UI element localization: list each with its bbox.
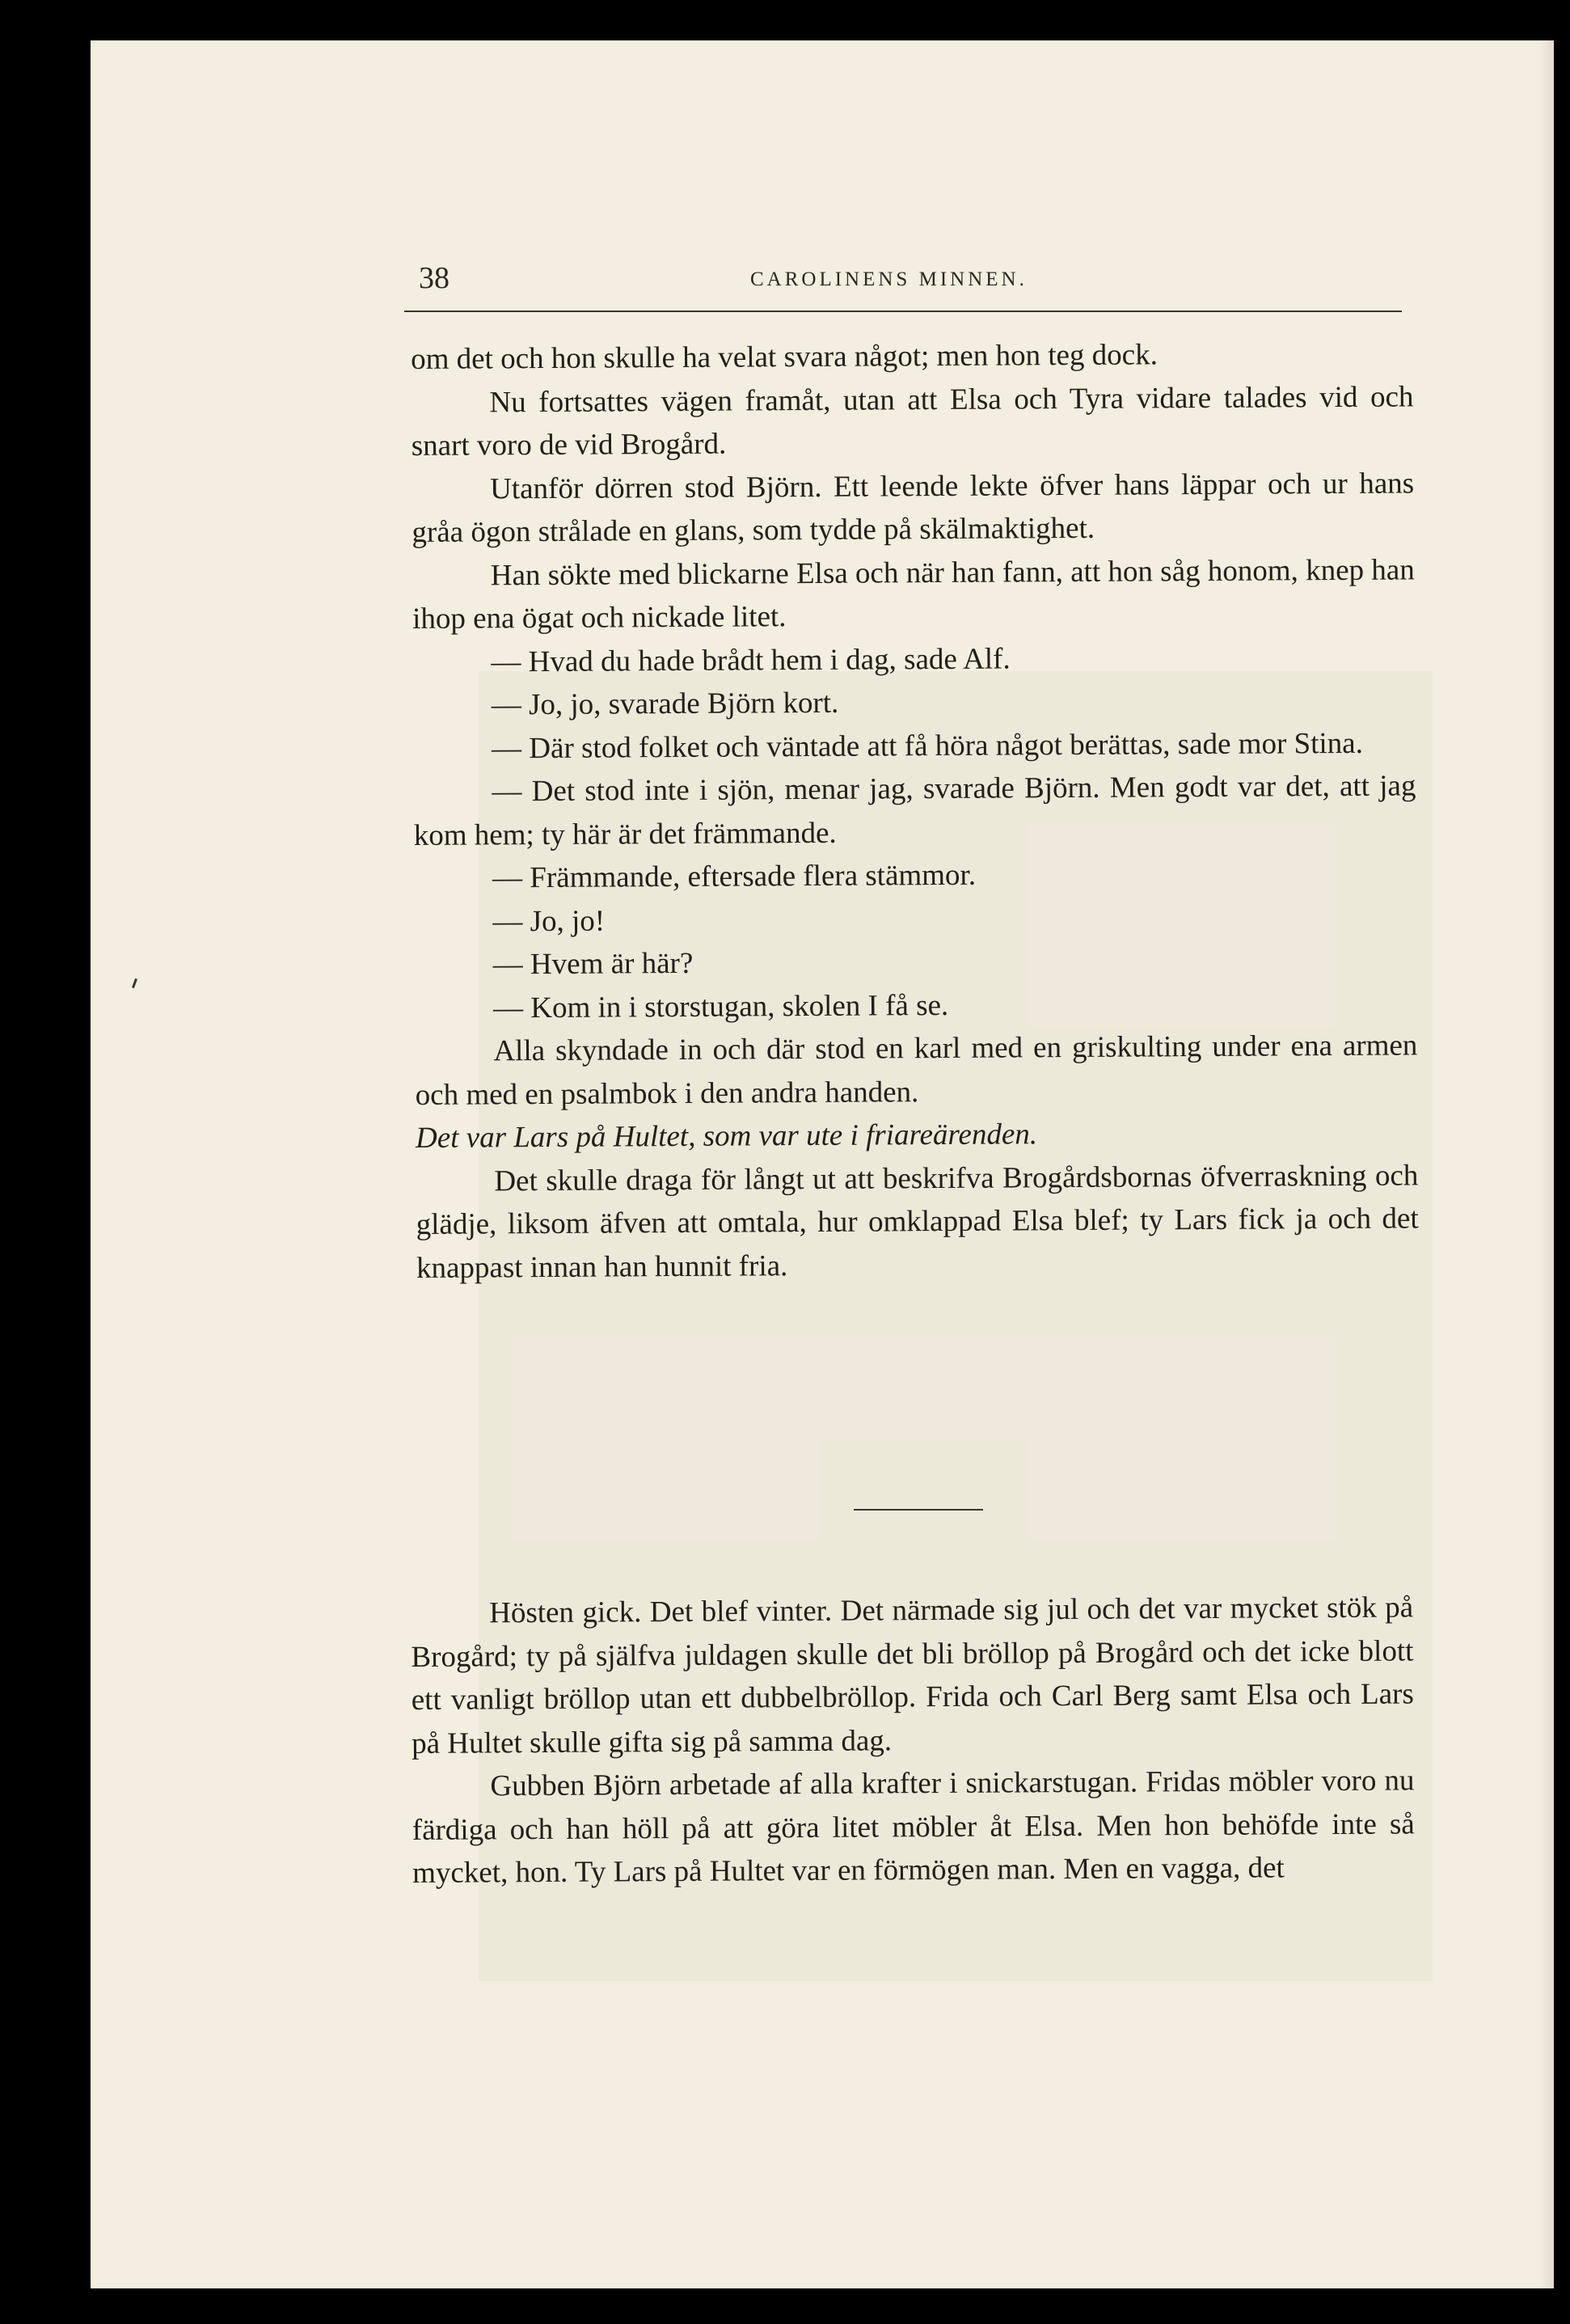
header-rule	[404, 311, 1402, 312]
dialogue-line: — Jo, jo!	[492, 904, 606, 938]
running-title: CAROLINENS MINNEN.	[750, 268, 1028, 290]
paragraph: Alla skyndade in och där stod en karl med en griskulting under ena armen och med en psalmbok i den andra handen.	[415, 1029, 1418, 1112]
dialogue-line: — Främmande, eftersade flera stämmor.	[492, 858, 977, 895]
italic-paragraph: Det var Lars på Hultet, som var ute i friareärenden.	[415, 1118, 1038, 1155]
paragraph: Det skulle draga för långt ut att beskrifva Brogårdsbornas öfverraskning och glädje, liksom äfven att omtala, hur omklappad Elsa blef; ty Lars fick ja och det knappast innan han hunnit fria.	[416, 1158, 1419, 1285]
dialogue-line: — Där stod folket och väntade att få höra något berättas, sade mor Stina.	[491, 726, 1364, 765]
page-header	[419, 260, 1405, 309]
dialogue-line: — Det stod inte i sjön, menar jag, svarade Björn. Men godt var det, att jag kom hem; ty här är det främmande.	[413, 769, 1416, 852]
page-number: 38	[419, 261, 449, 295]
paragraph: Gubben Björn arbetade af alla krafter i snickarstugan. Fridas möbler voro nu färdiga och han höll på att göra litet möbler åt Elsa. Men hon behöfde inte så mycket, hon. Ty Lars på Hultet var en förmögen man. Men en vagga, det	[411, 1764, 1415, 1890]
text-block-second	[411, 1586, 1415, 1895]
dialogue-line: — Hvad du hade brådt hem i dag, sade Alf.	[491, 641, 1011, 678]
paragraph: om det och hon skulle ha velat svara något; men hon teg dock.	[411, 338, 1159, 376]
paragraph: Utanför dörren stod Björn. Ett leende lekte öfver hans läppar och ur hans gråa ögon strålade en glans, som tydde på skälmaktighet.	[411, 466, 1415, 549]
paragraph: Nu fortsattes vägen framåt, utan att Elsa och Tyra vidare talades vid och snart voro de vid Brogård.	[411, 379, 1414, 463]
dialogue-line: — Hvem är här?	[492, 946, 694, 982]
page-edge-shadow	[1539, 40, 1554, 2288]
text-block-first	[411, 332, 1419, 1290]
dialogue-line: — Kom in i storstugan, skolen I få se.	[492, 988, 949, 1025]
paragraph: Han sökte med blickarne Elsa och när han fann, att hon såg honom, knep han ihop ena ögat och nickade litet.	[411, 552, 1415, 636]
paragraph: Hösten gick. Det blef vinter. Det närmade sig jul och det var mycket stök på Brogård; ty på själfva juldagen skulle det bli bröllop på Brogård och det icke blott ett vanligt bröllop utan ett dubbelbröllop. Frida och Carl Berg samt Elsa och Lars på Hultet skulle gifta sig på samma dag.	[411, 1591, 1414, 1760]
dialogue-line: — Jo, jo, svarade Björn kort.	[491, 686, 839, 722]
section-divider	[854, 1509, 983, 1511]
